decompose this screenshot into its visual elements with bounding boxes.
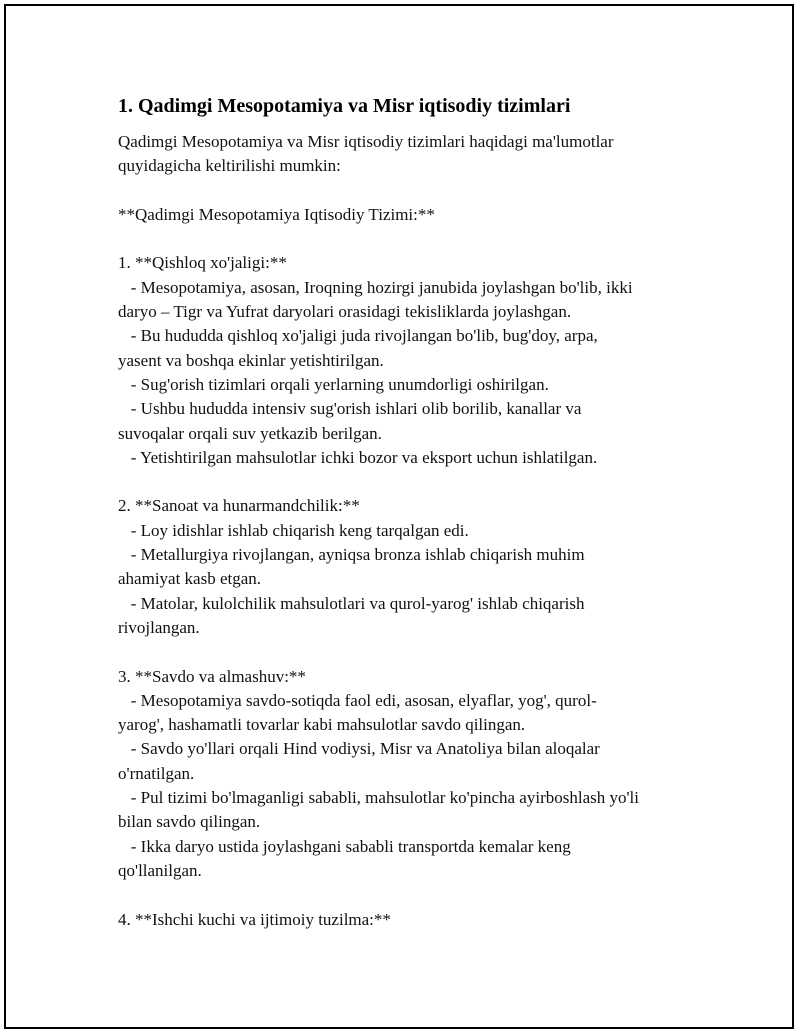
document-body bbox=[118, 92, 688, 932]
section-heading: **Qadimgi Mesopotamiya Iqtisodiy Tizimi:** bbox=[118, 204, 435, 224]
spacer bbox=[118, 470, 688, 494]
spacer bbox=[118, 640, 688, 664]
intro-paragraph: Qadimgi Mesopotamiya va Misr iqtisodiy tizimlari haqidagi ma'lumotlar quyidagicha keltirilishi mumkin: bbox=[118, 132, 614, 176]
spacer bbox=[118, 883, 688, 907]
section-3-body: - Mesopotamiya savdo-sotiqda faol edi, asosan, elyaflar, yog', qurol- yarog', hashamatli tovarlar kabi mahsulotlar savdo qilingan. - Savdo yo'llari orqali Hind vodiysi, Misr va Anatoliya bilan aloqalar o'rnatilgan. - Pul tizimi bo'lmaganligi sababli, mahsulotlar ko'pincha ayirboshlash yo'li bilan savdo qilingan. - Ikka daryo ustida joylashgani sababli transportda kemalar keng qo'llanilgan. bbox=[118, 690, 639, 880]
section-1-body: - Mesopotamiya, asosan, Iroqning hozirgi janubida joylashgan bo'lib, ikki daryo – Tigr va Yufrat daryolari orasidagi tekisliklarda joylashgan. - Bu hududda qishloq xo'jaligi juda rivojlangan bo'lib, bug'doy, arpa, yasent va boshqa ekinlar yetishtirilgan. - Sug'orish tizimlari orqali yerlarning unumdorligi oshirilgan. - Ushbu hududda intensiv sug'orish ishlari olib borilib, kanallar va suvoqalar orqali suv yetkazib berilgan. - Yetishtirilgan mahsulotlar ichki bozor va eksport uchun ishlatilgan. bbox=[118, 277, 633, 467]
spacer bbox=[118, 227, 688, 251]
document-title: 1. Qadimgi Mesopotamiya va Misr iqtisodiy tizimlari bbox=[118, 95, 571, 117]
section-1-heading: 1. **Qishloq xo'jaligi:** bbox=[118, 253, 287, 273]
section-4-heading: 4. **Ishchi kuchi va ijtimoiy tuzilma:** bbox=[118, 909, 391, 929]
section-2-body: - Loy idishlar ishlab chiqarish keng tarqalgan edi. - Metallurgiya rivojlangan, ayniqsa bronza ishlab chiqarish muhim ahamiyat kasb etgan. - Matolar, kulolchilik mahsulotlari va qurol-yarog' ishlab chiqarish rivojlangan. bbox=[118, 520, 585, 637]
section-3-heading: 3. **Savdo va almashuv:** bbox=[118, 666, 306, 686]
section-2-heading: 2. **Sanoat va hunarmandchilik:** bbox=[118, 496, 360, 516]
spacer bbox=[118, 179, 688, 203]
